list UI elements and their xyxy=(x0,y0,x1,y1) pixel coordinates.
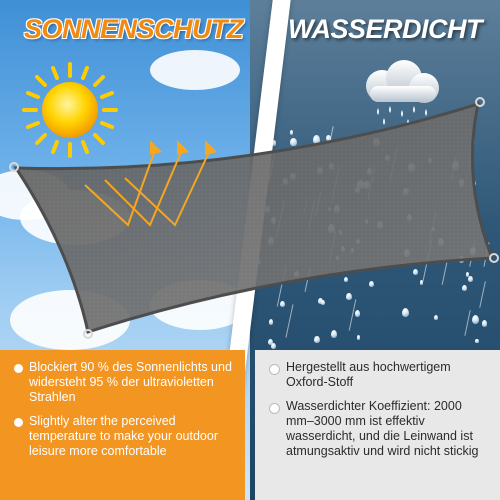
sun-protection-panel xyxy=(0,350,245,500)
list-item xyxy=(269,360,490,390)
bullet-text: Slightly alter the perceived temperature to make your outdoor leisure more comfortable xyxy=(29,414,218,458)
list-item xyxy=(14,360,235,405)
bullet-dot-icon xyxy=(269,403,280,414)
bullet-dot-icon xyxy=(269,364,280,375)
sun-protection-heading: SONNENSCHUTZ xyxy=(24,14,244,44)
bullet-text: Wasserdichter Koeffizient: 2000 mm–3000 mm ist effektiv wasserdicht, und die Leinwand ist atmungsaktiv und wird nicht stickig xyxy=(286,399,479,458)
bullet-dot-icon xyxy=(14,418,23,427)
bullet-text: Blockiert 90 % des Sonnenlichts und widersteht 95 % der ultravioletten Strahlen xyxy=(29,360,232,404)
list-item xyxy=(14,414,235,459)
waterproof-heading: WASSERDICHT xyxy=(288,14,483,44)
waterproof-panel xyxy=(255,350,500,500)
bullet-text: Hergestellt aus hochwertigem Oxford-Stoff xyxy=(286,360,451,389)
list-item xyxy=(269,399,490,459)
bullet-dot-icon xyxy=(14,364,23,373)
